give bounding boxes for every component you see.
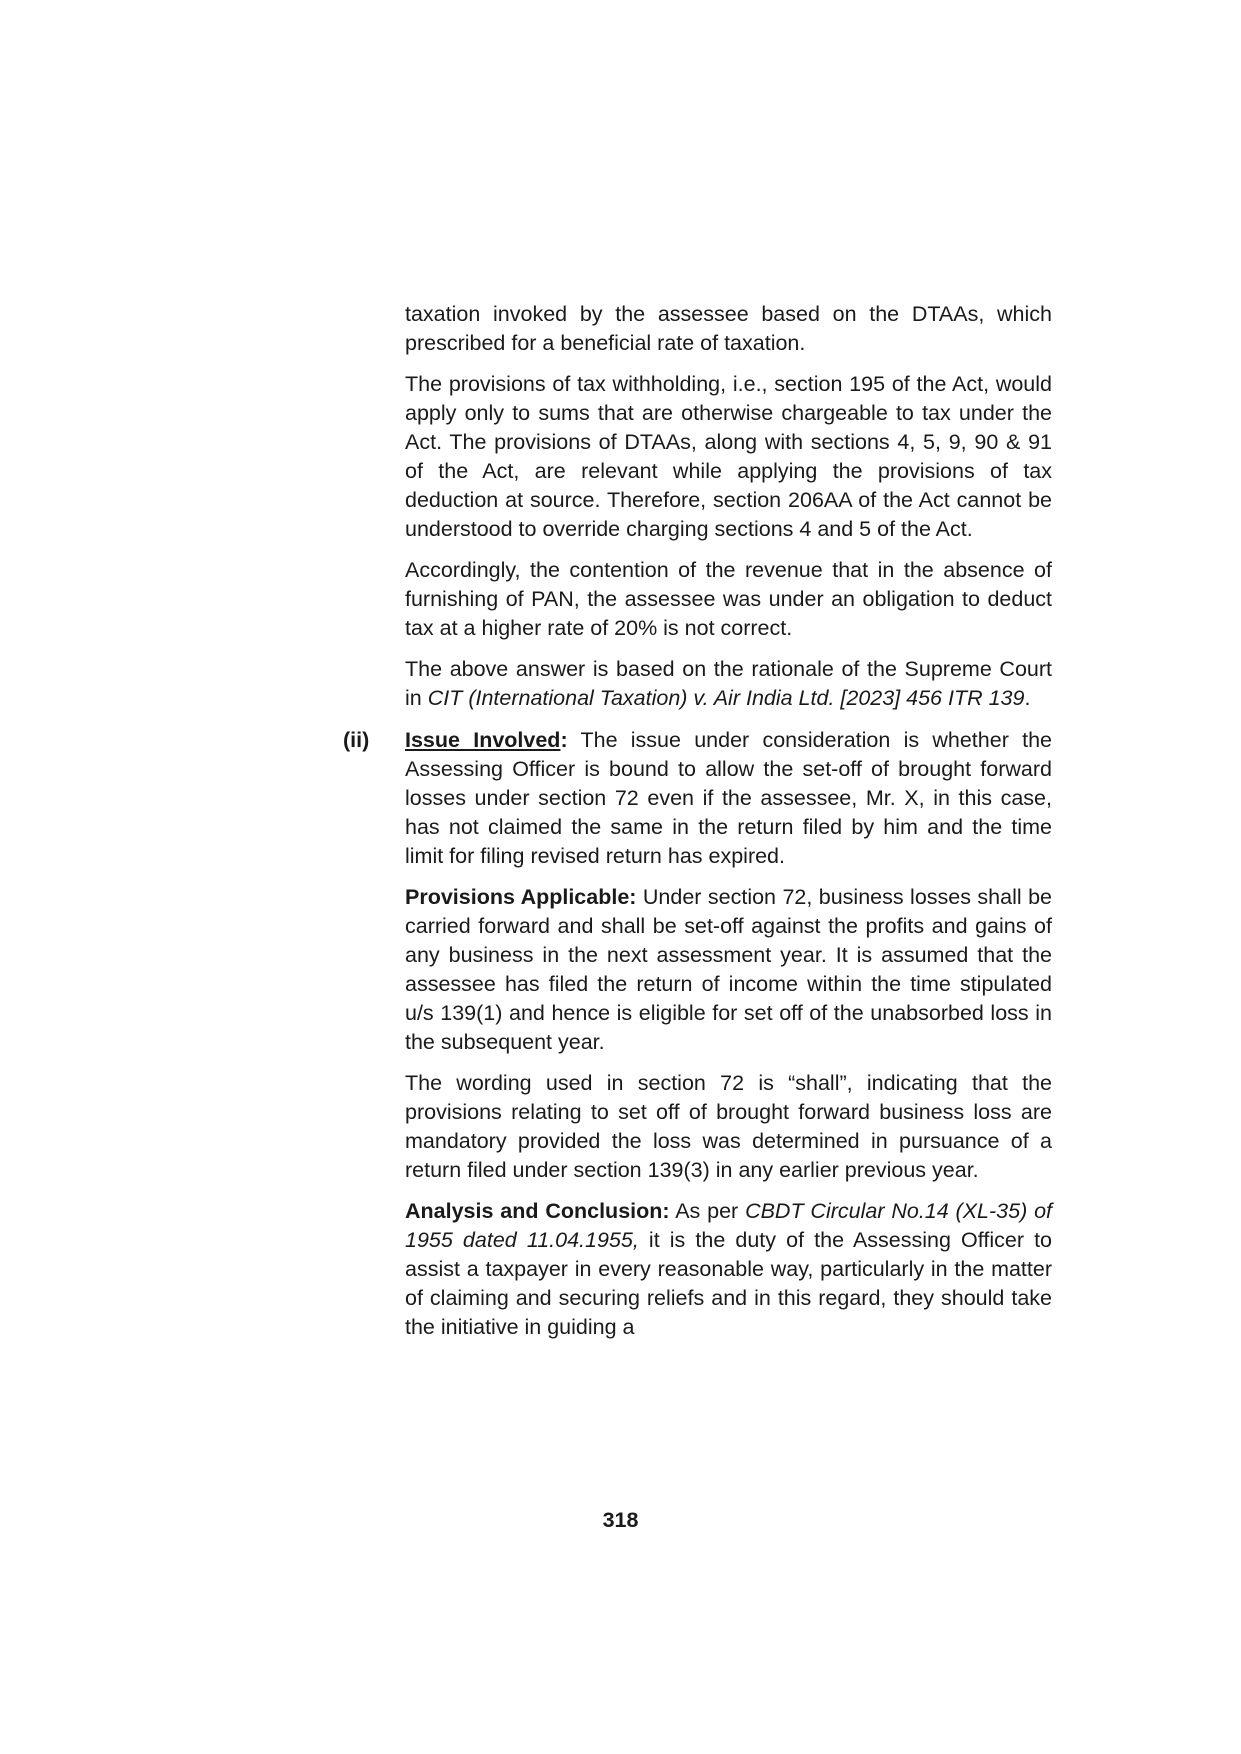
provisions-applicable-heading: Provisions Applicable: — [405, 885, 637, 909]
paragraph-continuation: taxation invoked by the assessee based on the DTAAs, which prescribed for a beneficial rate of taxation. — [405, 302, 1052, 355]
list-item-ii — [343, 726, 1053, 1342]
analysis-text: it is the duty of the Assessing Officer to assist a taxpayer in every reasonable way, particularly in the matter of claiming and securing reliefs and in this regard, they should take the initiative in guiding a — [405, 1228, 1053, 1339]
issue-involved-colon: : — [560, 728, 568, 752]
item-label: (ii) — [343, 728, 370, 752]
paragraph-case-reference — [405, 655, 1052, 713]
issue-involved-text: The issue under consideration is whether the Assessing Officer is bound to allow the set-off of brought forward losses under section 72 even if the assessee, Mr. X, in this case, has not claimed the same in the return filed by him and the time limit for filing revised return has expired. — [405, 728, 1052, 868]
analysis-conclusion-heading: Analysis and Conclusion: — [405, 1199, 670, 1223]
case-reference-lead: The above answer is based on the rationale of the Supreme Court in — [405, 657, 1052, 710]
issue-involved-heading: Issue Involved — [405, 728, 561, 752]
provisions-applicable-text: Under section 72, business losses shall be carried forward and shall be set-off against the profits and gains of any business in the next assessment year. It is assumed that the assessee has filed the return of income within the time stipulated u/s 139(1) and hence is eligible for set off of the unabsorbed loss in the subsequent year. — [405, 885, 1053, 1054]
text-column — [343, 300, 1053, 1354]
paragraph-issue-involved — [405, 726, 1052, 871]
paragraph-contention: Accordingly, the contention of the revenue that in the absence of furnishing of PAN, the assessee was under an obligation to deduct tax at a higher rate of 20% is not correct. — [405, 558, 1052, 640]
circular-citation: CBDT Circular No.14 (XL-35) of 1955 dated 11.04.1955, — [405, 1199, 1052, 1252]
page-number: 318 — [602, 1508, 639, 1532]
case-citation: CIT (International Taxation) v. Air India Ltd. [2023] 456 ITR 139 — [427, 686, 1025, 710]
paragraph-provisions-applicable — [405, 883, 1052, 1057]
analysis-lead: As per — [669, 1199, 746, 1223]
case-reference-end: . — [1024, 686, 1031, 710]
paragraph-tax-withholding: The provisions of tax withholding, i.e., section 195 of the Act, would apply only to sums that are otherwise chargeable to tax under the Act. The provisions of DTAAs, along with sections 4, 5, 9, 90 & 91 of the Act, are relevant while applying the provisions of tax deduction at source. Therefore, section 206AA of the Act cannot be understood to override charging sections 4 and 5 of the Act. — [405, 372, 1052, 541]
paragraph-analysis-conclusion — [405, 1197, 1052, 1342]
paragraph-wording: The wording used in section 72 is “shall”, indicating that the provisions relating to set off of brought forward business loss are mandatory provided the loss was determined in pursuance of a return filed under section 139(3) in any earlier previous year. — [405, 1071, 1052, 1182]
